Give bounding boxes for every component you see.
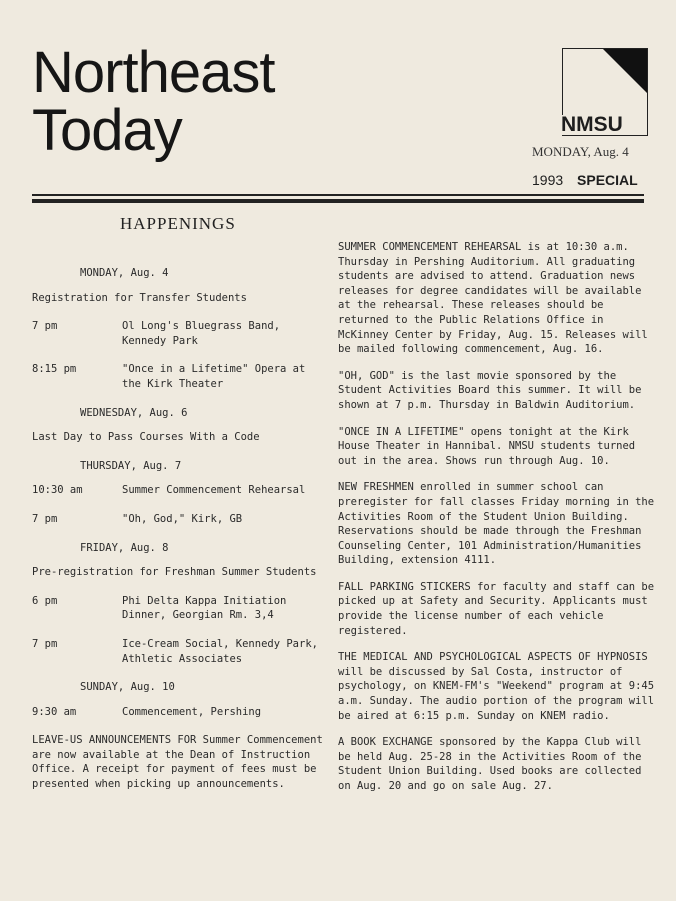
issue-year: 1993 — [532, 172, 564, 188]
event-row — [32, 705, 328, 720]
day-heading: THURSDAY, Aug. 7 — [80, 459, 182, 472]
event-description: "Oh, God," Kirk, GB — [122, 512, 243, 525]
event-time: 7 pm — [32, 637, 58, 650]
event-heading: Last Day to Pass Courses With a Code — [32, 431, 260, 444]
event-time: 7 pm — [32, 512, 58, 525]
issue-year-edition — [532, 172, 638, 188]
day-heading: WEDNESDAY, Aug. 6 — [80, 406, 188, 419]
news-item: FALL PARKING STICKERS for faculty and staff can be picked up at Safety and Security. Applicants must provide the license number of each vehicle registered. — [338, 580, 655, 637]
logo-text: NMSU — [561, 115, 645, 135]
news-item: "ONCE IN A LIFETIME" opens tonight at the Kirk House Theater in Hannibal. NMSU students turned out in the area. Shows run through Aug. 10. — [338, 425, 636, 467]
event-description: Summer Commencement Rehearsal — [122, 484, 306, 497]
event-row — [32, 483, 328, 498]
news-item: NEW FRESHMEN enrolled in summer school can preregister for fall classes Friday morning in the Activities Room of the Student Union Building. Reservations should be made through the Freshman Counseling Center, 101 Administration/Humanities Building, extension 4111. — [338, 481, 655, 567]
news-item: A BOOK EXCHANGE sponsored by the Kappa Club will be held Aug. 25-28 in the Activities Room of the Student Union Building. Used books are collected on Aug. 20 and go on sale Aug. 27. — [338, 736, 642, 792]
masthead-rule-top — [32, 194, 644, 196]
masthead-rule-bottom — [32, 199, 644, 203]
event-row — [32, 362, 328, 391]
event-description: Commencement, Pershing — [122, 705, 262, 718]
event-row — [32, 319, 328, 348]
announcement-note: LEAVE-US ANNOUNCEMENTS FOR Summer Commencement are now available at the Dean of Instruction Office. A receipt for payment of fees must be presented when picking up announcements. — [32, 734, 323, 791]
event-description: "Once in a Lifetime" Opera at the Kirk Theater — [122, 363, 306, 390]
event-description: Phi Delta Kappa Initiation Dinner, Georgian Rm. 3,4 — [122, 594, 287, 622]
happenings-left-column — [32, 262, 328, 804]
edition-label: SPECIAL — [577, 172, 638, 188]
section-title: HAPPENINGS — [120, 214, 236, 233]
issue-date: MONDAY, Aug. 4 — [532, 144, 629, 159]
event-heading: Registration for Transfer Students — [32, 291, 247, 304]
happenings-right-column — [338, 240, 656, 806]
event-description: Ice-Cream Social, Kennedy Park, Athletic Associates — [122, 637, 318, 665]
news-item: THE MEDICAL AND PSYCHOLOGICAL ASPECTS OF HYPNOSIS will be discussed by Sal Costa, instructor of psychology, on KNEM-FM's "Weekend" program at 9:45 a.m. Sunday. The audio portion of the program will be aired at 6:15 p.m. Sunday on KNEM radio. — [338, 651, 655, 722]
event-time: 8:15 pm — [32, 363, 77, 376]
day-heading: SUNDAY, Aug. 10 — [80, 681, 175, 694]
day-heading: MONDAY, Aug. 4 — [80, 267, 169, 279]
news-item: SUMMER COMMENCEMENT REHEARSAL is at 10:30 a.m. Thursday in Pershing Auditorium. All graduating students are advised to attend. Graduation news releases for degree candidates will be available at the rehearsal. These releases should be returned to the Public Relations Office in McKinney Center by Friday, Aug. 15. Releases will be mailed following commencement, Aug. 16. — [338, 241, 648, 356]
news-item: "OH, GOD" is the last movie sponsored by the Student Activities Board this summer. It will be shown at 7 p.m. Thursday in Baldwin Auditorium. — [338, 369, 642, 411]
event-time: 9:30 am — [32, 705, 77, 718]
event-time: 7 pm — [32, 320, 58, 333]
event-heading: Pre-registration for Freshman Summer Students — [32, 566, 317, 579]
event-time: 6 pm — [32, 594, 58, 607]
event-description: Ol Long's Bluegrass Band, Kennedy Park — [122, 320, 281, 347]
event-time: 10:30 am — [32, 484, 83, 497]
day-heading: FRIDAY, Aug. 8 — [80, 541, 169, 554]
event-row — [32, 637, 328, 666]
event-row — [32, 594, 328, 623]
logo-triangle-icon — [603, 49, 647, 93]
nmsu-logo — [562, 48, 648, 136]
title-line-today: Today — [32, 98, 182, 163]
title-line-northeast: Northeast — [32, 40, 275, 105]
masthead-title — [32, 40, 275, 163]
event-row — [32, 512, 328, 527]
